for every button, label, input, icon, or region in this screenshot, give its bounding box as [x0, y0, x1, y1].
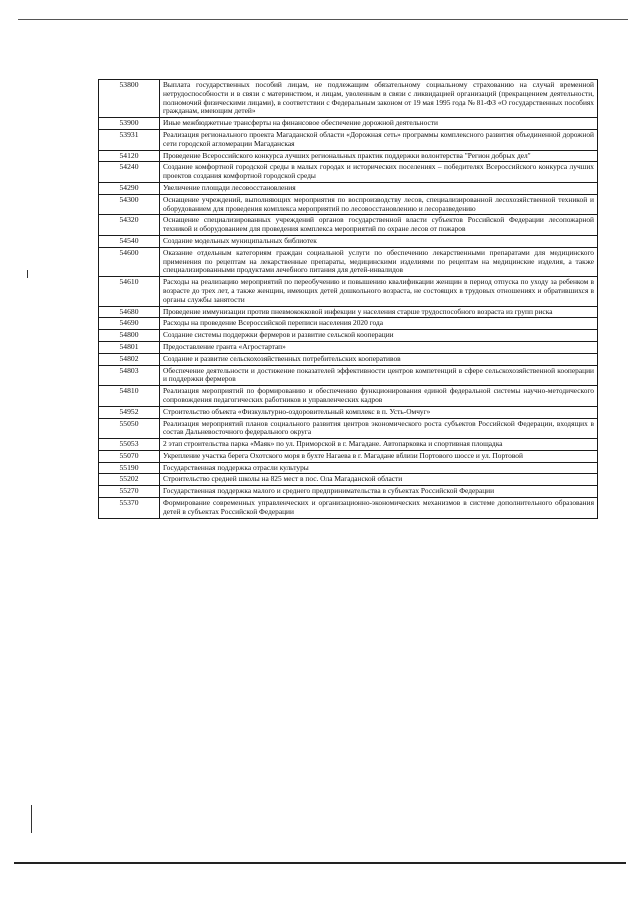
row-description: Обеспечение деятельности и достижение показателей эффективности центров компетенций в сфере сельскохозяйственной кооперации и поддержки фермеров: [160, 365, 598, 386]
row-code: 54680: [99, 306, 160, 318]
row-description: Создание и развитие сельскохозяйственных потребительских кооперативов: [160, 353, 598, 365]
row-description: Оснащение учреждений, выполняющих мероприятия по воспроизводству лесов, специализированной лесохозяйственной техникой и оборудованием для проведения комплекса мероприятий по лесовосстановлению и лесоразведению: [160, 194, 598, 215]
row-description: Создание комфортной городской среды в малых городах и исторических поселениях – победителях Всероссийского конкурса лучших проектов создания комфортной городской среды: [160, 162, 598, 183]
table-row: [99, 386, 598, 407]
row-description: Реализация мероприятий планов социального развития центров экономического роста субъектов Российской Федерации, входящих в состав Дальневосточного федерального округа: [160, 418, 598, 439]
row-code: 55070: [99, 450, 160, 462]
row-code: 54240: [99, 162, 160, 183]
row-code: 55053: [99, 439, 160, 451]
row-description: Предоставление гранта «Агростартап»: [160, 341, 598, 353]
table-row: [99, 330, 598, 342]
row-code: 53931: [99, 129, 160, 150]
row-code: 54290: [99, 182, 160, 194]
row-description: Расходы на реализацию мероприятий по переобучению и повышению квалификации женщин в период отпуска по уходу за ребенком в возрасте до трех лет, а также женщин, имеющих детей дошкольного возраста, не состоящих в трудовых отношениях и обратившихся в органы службы занятости: [160, 277, 598, 306]
row-description: Увеличение площади лесовосстановления: [160, 182, 598, 194]
table-row: [99, 150, 598, 162]
table-row: [99, 418, 598, 439]
scan-edge-top: [18, 19, 628, 20]
row-description: Строительство объекта «Физкультурно-оздоровительный комплекс в п. Усть-Омчуг»: [160, 406, 598, 418]
row-code: 54540: [99, 235, 160, 247]
row-code: 55050: [99, 418, 160, 439]
table-row: [99, 439, 598, 451]
table-row: [99, 247, 598, 276]
table-row: [99, 129, 598, 150]
row-description: Проведение Всероссийского конкурса лучших региональных практик поддержки волонтерства "Регион добрых дел": [160, 150, 598, 162]
table-row: [99, 353, 598, 365]
row-description: Иные межбюджетные трансферты на финансовое обеспечение дорожной деятельности: [160, 118, 598, 130]
row-code: 55270: [99, 486, 160, 498]
row-description: Государственная поддержка отрасли культуры: [160, 462, 598, 474]
table-row: [99, 118, 598, 130]
row-description: Создание системы поддержки фермеров и развитие сельской кооперации: [160, 330, 598, 342]
table-row: [99, 341, 598, 353]
table-row: [99, 194, 598, 215]
table-body: [99, 80, 598, 519]
row-code: 54690: [99, 318, 160, 330]
row-description: Реализация мероприятий по формированию и обеспечению функционирования единой федеральной системы научно-методического сопровождения педагогических работников и управленческих кадров: [160, 386, 598, 407]
row-code: 54800: [99, 330, 160, 342]
table-row: [99, 486, 598, 498]
table-row: [99, 277, 598, 306]
table-row: [99, 182, 598, 194]
scan-edge-bottom: [14, 862, 626, 864]
table-row: [99, 450, 598, 462]
table-row: [99, 215, 598, 236]
row-code: 54952: [99, 406, 160, 418]
row-description: Проведение иммунизации против пневмококковой инфекции у населения старше трудоспособного возраста из групп риска: [160, 306, 598, 318]
row-code: 54803: [99, 365, 160, 386]
scan-artifact: [31, 805, 32, 833]
row-code: 53900: [99, 118, 160, 130]
row-description: Оказание отдельным категориям граждан социальной услуги по обеспечению лекарственными препаратами для медицинского применения по рецептам на лекарственные препараты, медицинскими изделиями по рецептам на медицинские изделия, а также специализированными продуктами лечебного питания для детей-инвалидов: [160, 247, 598, 276]
row-description: Реализация регионального проекта Магаданской области «Дорожная сеть» программы комплексного развития объединенной дорожной сети городской агломерации Магаданская: [160, 129, 598, 150]
row-code: 55202: [99, 474, 160, 486]
row-code: 54802: [99, 353, 160, 365]
row-code: 54610: [99, 277, 160, 306]
table-row: [99, 462, 598, 474]
row-description: Укрепление участка берега Охотского моря в бухте Нагаева в г. Магадане вблизи Портового шоссе и ул. Портовой: [160, 450, 598, 462]
row-description: Оснащение специализированных учреждений органов государственной власти субъектов Российской Федерации лесопожарной техникой и оборудованием для проведения комплекса мероприятий по охране лесов от пожаров: [160, 215, 598, 236]
table-row: [99, 365, 598, 386]
row-code: 54320: [99, 215, 160, 236]
row-code: 54120: [99, 150, 160, 162]
row-description: 2 этап строительства парка «Маяк» по ул. Приморской в г. Магадане. Автопарковка и спортивная площадка: [160, 439, 598, 451]
table-row: [99, 406, 598, 418]
row-code: 53800: [99, 80, 160, 118]
row-code: 54600: [99, 247, 160, 276]
row-description: Строительство средней школы на 825 мест в пос. Ола Магаданской области: [160, 474, 598, 486]
row-description: Выплата государственных пособий лицам, не подлежащим обязательному социальному страхованию на случай временной нетрудоспособности и в связи с материнством, и лицам, уволенным в связи с ликвидацией организаций (прекращением деятельности, полномочий физическими лицами), в соответствии с Федеральным законом от 19 мая 1995 года № 81-ФЗ «О государственных пособиях гражданам, имеющим детей»: [160, 80, 598, 118]
table-row: [99, 498, 598, 519]
expense-codes-table: [98, 79, 598, 519]
row-code: 54810: [99, 386, 160, 407]
table-row: [99, 306, 598, 318]
table-row: [99, 318, 598, 330]
row-code: 55370: [99, 498, 160, 519]
row-code: 54300: [99, 194, 160, 215]
row-code: 55190: [99, 462, 160, 474]
row-code: 54801: [99, 341, 160, 353]
row-description: Расходы на проведение Всероссийской переписи населения 2020 года: [160, 318, 598, 330]
table-row: [99, 162, 598, 183]
scan-artifact: [27, 270, 28, 278]
table-row: [99, 80, 598, 118]
table-row: [99, 235, 598, 247]
row-description: Государственная поддержка малого и среднего предпринимательства в субъектах Российской Федерации: [160, 486, 598, 498]
row-description: Формирование современных управленческих и организационно-экономических механизмов в системе дополнительного образования детей в субъектах Российской Федерации: [160, 498, 598, 519]
table-row: [99, 474, 598, 486]
row-description: Создание модельных муниципальных библиотек: [160, 235, 598, 247]
